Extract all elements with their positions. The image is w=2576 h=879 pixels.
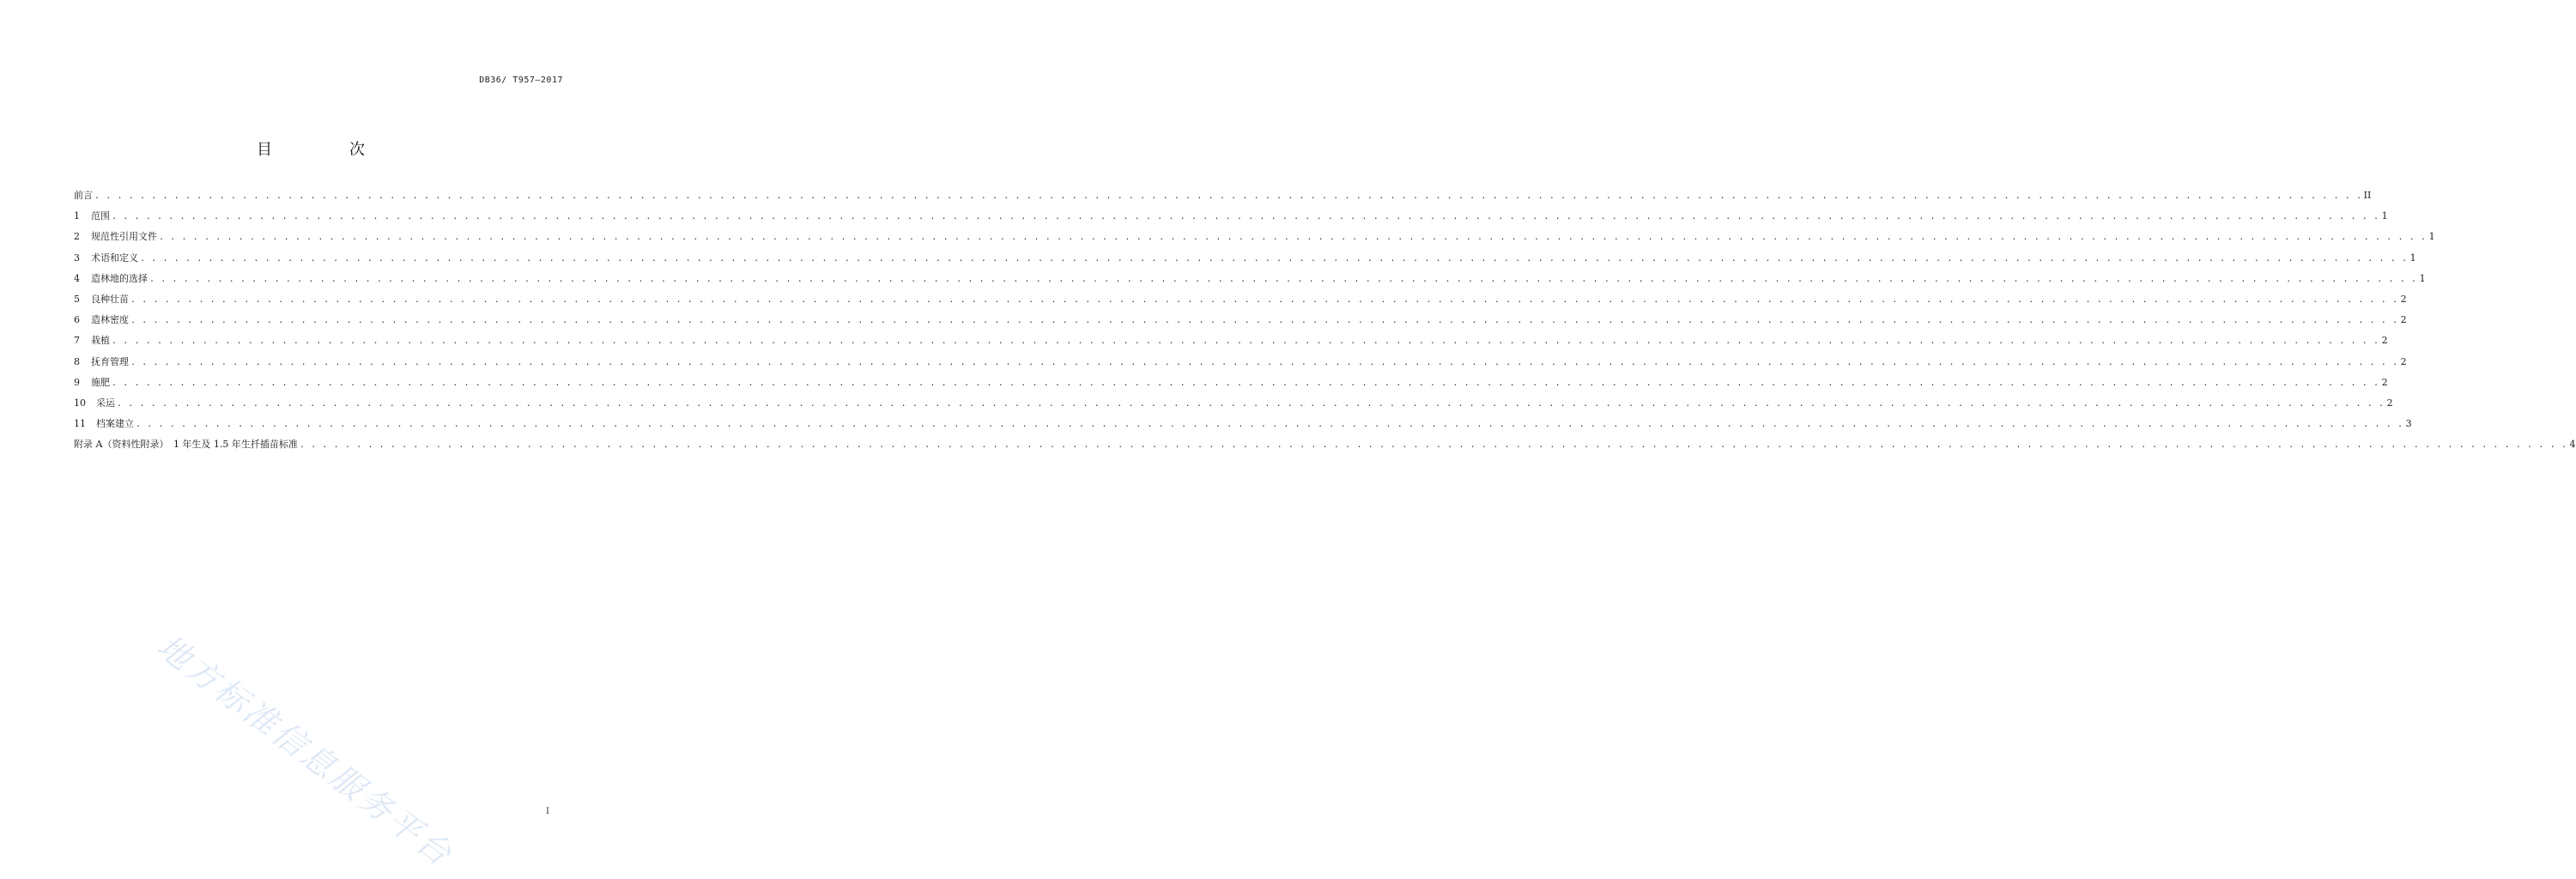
toc-entry-text: 良种壮苗 bbox=[91, 293, 129, 305]
toc-entry-number: 1 bbox=[74, 210, 80, 222]
page-title: 目 次 bbox=[257, 141, 396, 159]
toc-entry-label[interactable] bbox=[74, 248, 138, 269]
toc-entry-label[interactable] bbox=[74, 373, 110, 393]
toc-entry-label[interactable] bbox=[74, 393, 115, 414]
toc-entry-text: 采运 bbox=[96, 397, 115, 409]
toc-entry-label[interactable] bbox=[74, 227, 157, 247]
toc-entry-label[interactable] bbox=[74, 434, 298, 455]
toc-entry-text: 造林地的选择 bbox=[91, 272, 148, 284]
toc-entry-page: II bbox=[2363, 190, 2372, 201]
toc-entry-page: 4 bbox=[2569, 439, 2576, 451]
toc-entry-page: 2 bbox=[2400, 355, 2407, 367]
toc-entry-page: 2 bbox=[2400, 314, 2407, 326]
toc-entry-label[interactable] bbox=[74, 330, 110, 351]
toc-leader-dots: . . . . . . . . . . . . . . . . . . . . . . . . . . . . . . . . . . . . . . . . . . . . . . . . . . . . . . . . . . . . . . . . . . . . . . . . . . . . . . . . . . . . . . . . . . . . . . . . . . . . . . . . . . . . . . . . . . . . . . . . . . . . . . . . . . . . . . . . . . . . . . . . . . . . . . . . . . . . . . . . . . . . . . . . . . . . . . . . . . . . . . . . . . . . . . . . . . . . . . . . bbox=[299, 440, 2567, 451]
toc-entry-text: 规范性引用文件 bbox=[91, 231, 157, 243]
toc-entry[interactable] bbox=[74, 330, 2388, 351]
toc-entry-label[interactable] bbox=[74, 352, 129, 373]
toc-entry-number: 9 bbox=[74, 376, 80, 388]
toc-leader-dots: . . . . . . . . . . . . . . . . . . . . . . . . . . . . . . . . . . . . . . . . . . . . . . . . . . . . . . . . . . . . . . . . . . . . . . . . . . . . . . . . . . . . . . . . . . . . . . . . . . . . . . . . . . . . . . . . . . . . . . . . . . . . . . . . . . . . . . . . . . . . . . . . . . . . . . . . . . . . . . . . . . . . . . . . . . . . . . . . . . . . . . . . . . . . . . . . . . . . . . . . bbox=[117, 398, 2385, 409]
toc-entry-text: 附录 A（资料性附录） 1 年生及 1.5 年生扦插苗标准 bbox=[74, 439, 298, 451]
toc-entry[interactable] bbox=[74, 414, 2412, 434]
toc-leader-dots: . . . . . . . . . . . . . . . . . . . . . . . . . . . . . . . . . . . . . . . . . . . . . . . . . . . . . . . . . . . . . . . . . . . . . . . . . . . . . . . . . . . . . . . . . . . . . . . . . . . . . . . . . . . . . . . . . . . . . . . . . . . . . . . . . . . . . . . . . . . . . . . . . . . . . . . . . . . . . . . . . . . . . . . . . . . . . . . . . . . . . . . . . . . . . . . . . . . . . . . . bbox=[149, 274, 2417, 284]
toc-entry[interactable] bbox=[74, 352, 2407, 373]
toc-entry-text: 范围 bbox=[91, 210, 110, 222]
toc-entry-number: 11 bbox=[74, 418, 86, 430]
toc-entry-page: 2 bbox=[2386, 397, 2393, 409]
toc-entry-label[interactable] bbox=[74, 206, 110, 227]
toc-entry[interactable] bbox=[74, 310, 2407, 330]
toc-entry-label[interactable] bbox=[74, 414, 134, 434]
toc-leader-dots: . . . . . . . . . . . . . . . . . . . . . . . . . . . . . . . . . . . . . . . . . . . . . . . . . . . . . . . . . . . . . . . . . . . . . . . . . . . . . . . . . . . . . . . . . . . . . . . . . . . . . . . . . . . . . . . . . . . . . . . . . . . . . . . . . . . . . . . . . . . . . . . . . . . . . . . . . . . . . . . . . . . . . . . . . . . . . . . . . . . . . . . . . . . . . . . . . . . . . . . . bbox=[130, 294, 2398, 305]
toc-entry[interactable] bbox=[74, 248, 2416, 269]
toc-entry-page: 2 bbox=[2400, 293, 2407, 305]
toc-entry[interactable] bbox=[74, 185, 2372, 206]
toc-entry-text: 档案建立 bbox=[96, 418, 134, 430]
toc-entry[interactable] bbox=[74, 269, 2426, 289]
page-number: I bbox=[546, 807, 549, 816]
toc-entry-page: 3 bbox=[2405, 418, 2412, 430]
toc-entry-label[interactable] bbox=[74, 269, 148, 289]
table-of-contents bbox=[74, 185, 2576, 455]
toc-entry-page: 1 bbox=[2419, 272, 2426, 284]
toc-entry-page: 1 bbox=[2381, 210, 2388, 222]
standard-code: DB36/ T957—2017 bbox=[479, 76, 563, 85]
toc-entry[interactable] bbox=[74, 289, 2407, 310]
toc-entry-number: 7 bbox=[74, 335, 80, 347]
toc-entry-page: 2 bbox=[2381, 335, 2388, 347]
toc-entry[interactable] bbox=[74, 393, 2393, 414]
toc-entry-text: 前言 bbox=[74, 190, 93, 201]
toc-leader-dots: . . . . . . . . . . . . . . . . . . . . . . . . . . . . . . . . . . . . . . . . . . . . . . . . . . . . . . . . . . . . . . . . . . . . . . . . . . . . . . . . . . . . . . . . . . . . . . . . . . . . . . . . . . . . . . . . . . . . . . . . . . . . . . . . . . . . . . . . . . . . . . . . . . . . . . . . . . . . . . . . . . . . . . . . . . . . . . . . . . . . . . . . . . . . . . . . . . . . . . . . bbox=[140, 253, 2408, 264]
toc-leader-dots: . . . . . . . . . . . . . . . . . . . . . . . . . . . . . . . . . . . . . . . . . . . . . . . . . . . . . . . . . . . . . . . . . . . . . . . . . . . . . . . . . . . . . . . . . . . . . . . . . . . . . . . . . . . . . . . . . . . . . . . . . . . . . . . . . . . . . . . . . . . . . . . . . . . . . . . . . . . . . . . . . . . . . . . . . . . . . . . . . . . . . . . . . . . . . . . . . . . . . . . . bbox=[94, 191, 2362, 201]
toc-entry-text: 造林密度 bbox=[91, 314, 129, 326]
toc-entry[interactable] bbox=[74, 373, 2388, 393]
toc-entry[interactable] bbox=[74, 227, 2435, 247]
toc-entry-number: 5 bbox=[74, 293, 80, 305]
toc-entry[interactable] bbox=[74, 434, 2576, 455]
toc-entry-number: 8 bbox=[74, 355, 80, 367]
toc-entry-label[interactable] bbox=[74, 310, 129, 330]
toc-entry-page: 1 bbox=[2409, 252, 2416, 264]
toc-entry-text: 术语和定义 bbox=[91, 252, 138, 264]
toc-leader-dots: . . . . . . . . . . . . . . . . . . . . . . . . . . . . . . . . . . . . . . . . . . . . . . . . . . . . . . . . . . . . . . . . . . . . . . . . . . . . . . . . . . . . . . . . . . . . . . . . . . . . . . . . . . . . . . . . . . . . . . . . . . . . . . . . . . . . . . . . . . . . . . . . . . . . . . . . . . . . . . . . . . . . . . . . . . . . . . . . . . . . . . . . . . . . . . . . . . . . . . . . bbox=[112, 378, 2379, 388]
toc-leader-dots: . . . . . . . . . . . . . . . . . . . . . . . . . . . . . . . . . . . . . . . . . . . . . . . . . . . . . . . . . . . . . . . . . . . . . . . . . . . . . . . . . . . . . . . . . . . . . . . . . . . . . . . . . . . . . . . . . . . . . . . . . . . . . . . . . . . . . . . . . . . . . . . . . . . . . . . . . . . . . . . . . . . . . . . . . . . . . . . . . . . . . . . . . . . . . . . . . . . . . . . . bbox=[136, 420, 2403, 430]
toc-entry-number: 4 bbox=[74, 272, 80, 284]
watermark: 地方标准信息服务平台 bbox=[149, 627, 461, 875]
toc-entry-number: 10 bbox=[74, 397, 86, 409]
toc-leader-dots: . . . . . . . . . . . . . . . . . . . . . . . . . . . . . . . . . . . . . . . . . . . . . . . . . . . . . . . . . . . . . . . . . . . . . . . . . . . . . . . . . . . . . . . . . . . . . . . . . . . . . . . . . . . . . . . . . . . . . . . . . . . . . . . . . . . . . . . . . . . . . . . . . . . . . . . . . . . . . . . . . . . . . . . . . . . . . . . . . . . . . . . . . . . . . . . . . . . . . . . . bbox=[159, 233, 2427, 243]
toc-entry-label[interactable] bbox=[74, 289, 129, 310]
toc-entry[interactable] bbox=[74, 206, 2388, 227]
toc-entry-number: 3 bbox=[74, 252, 80, 264]
toc-entry-number: 2 bbox=[74, 231, 80, 243]
toc-entry-text: 施肥 bbox=[91, 376, 110, 388]
toc-entry-label[interactable] bbox=[74, 185, 93, 206]
toc-entry-text: 栽植 bbox=[91, 335, 110, 347]
toc-leader-dots: . . . . . . . . . . . . . . . . . . . . . . . . . . . . . . . . . . . . . . . . . . . . . . . . . . . . . . . . . . . . . . . . . . . . . . . . . . . . . . . . . . . . . . . . . . . . . . . . . . . . . . . . . . . . . . . . . . . . . . . . . . . . . . . . . . . . . . . . . . . . . . . . . . . . . . . . . . . . . . . . . . . . . . . . . . . . . . . . . . . . . . . . . . . . . . . . . . . . . . . . bbox=[112, 212, 2379, 222]
toc-entry-page: 2 bbox=[2381, 376, 2388, 388]
toc-entry-number: 6 bbox=[74, 314, 80, 326]
toc-entry-page: 1 bbox=[2428, 231, 2435, 243]
toc-leader-dots: . . . . . . . . . . . . . . . . . . . . . . . . . . . . . . . . . . . . . . . . . . . . . . . . . . . . . . . . . . . . . . . . . . . . . . . . . . . . . . . . . . . . . . . . . . . . . . . . . . . . . . . . . . . . . . . . . . . . . . . . . . . . . . . . . . . . . . . . . . . . . . . . . . . . . . . . . . . . . . . . . . . . . . . . . . . . . . . . . . . . . . . . . . . . . . . . . . . . . . . . bbox=[130, 357, 2398, 367]
toc-leader-dots: . . . . . . . . . . . . . . . . . . . . . . . . . . . . . . . . . . . . . . . . . . . . . . . . . . . . . . . . . . . . . . . . . . . . . . . . . . . . . . . . . . . . . . . . . . . . . . . . . . . . . . . . . . . . . . . . . . . . . . . . . . . . . . . . . . . . . . . . . . . . . . . . . . . . . . . . . . . . . . . . . . . . . . . . . . . . . . . . . . . . . . . . . . . . . . . . . . . . . . . . bbox=[112, 336, 2379, 347]
toc-leader-dots: . . . . . . . . . . . . . . . . . . . . . . . . . . . . . . . . . . . . . . . . . . . . . . . . . . . . . . . . . . . . . . . . . . . . . . . . . . . . . . . . . . . . . . . . . . . . . . . . . . . . . . . . . . . . . . . . . . . . . . . . . . . . . . . . . . . . . . . . . . . . . . . . . . . . . . . . . . . . . . . . . . . . . . . . . . . . . . . . . . . . . . . . . . . . . . . . . . . . . . . . bbox=[130, 316, 2398, 326]
toc-entry-text: 抚育管理 bbox=[91, 355, 129, 367]
